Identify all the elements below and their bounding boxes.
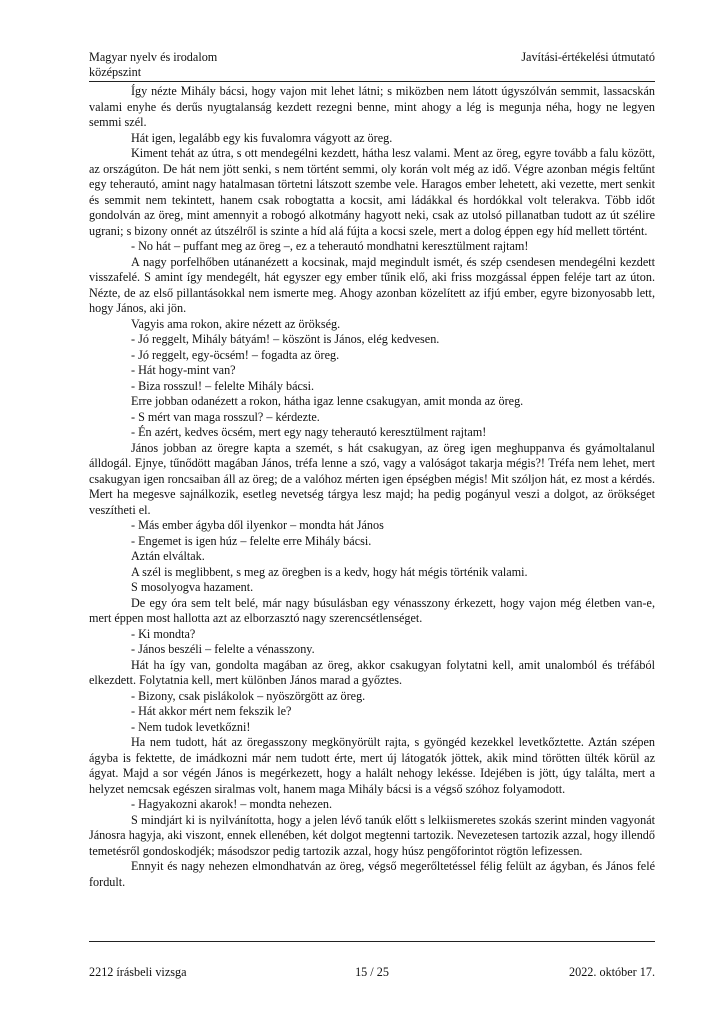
footer-divider <box>89 941 655 942</box>
paragraph: A nagy porfelhőben utánanézett a kocsinak, majd megindult ismét, és szép csendesen mendegélni kezdett visszafelé. S amint így mendegélt, hát egyszer egy ember tűnik elő, aki friss mozgással éppen feléje tart az úton. Nézte, de az első pillantásokkal nem ismerte meg. Ahogy azonban közelített az ifjú ember, egyre bizonyosabb lett, hogy János, aki jön. <box>89 254 655 315</box>
paragraph: Kiment tehát az útra, s ott mendegélni kezdett, hátha lesz valami. Ment az öreg, egyre tovább a falu között, az országúton. De hát nem jött senki, s nem történt semmi, oly korán volt még az idő. Végre azonban mégis feltűnt egy teherautó, amint nagy hatalmasan törtetni látszott szembe vele. Haragos ember lehetett, aki vezette, mert senkit és semmit nem tekintett, hanem csak robogtatta a kocsit, ami ládákkal és hordókkal volt telerakva. Több időt gondolván az öreg, mint amennyit a robogó alkotmány hagyott neki, csak az utolsó pillanatban tudott az út szélire ugrani; s bizony onnét az útszélről is szinte a híd alá fújta a kocsi szele, mert a dolog éppen egy híd mellett történt. <box>89 146 655 238</box>
header-doc-type: Javítási-értékelési útmutató <box>521 50 655 64</box>
paragraph: Hát igen, legalább egy kis fuvalomra vágyott az öreg. <box>131 130 393 145</box>
paragraph: - Engemet is igen húz – felelte erre Mihály bácsi. <box>131 533 372 548</box>
document-body <box>89 84 655 890</box>
paragraph: S mosolyogva hazament. <box>131 580 254 594</box>
paragraph: - Hát hogy-mint van? <box>131 363 236 377</box>
paragraph: Aztán elváltak. <box>131 549 205 563</box>
paragraph: Vagyis ama rokon, akire nézett az örökség. <box>131 316 341 331</box>
paragraph: - Más ember ágyba dől ilyenkor – mondta hát János <box>131 518 384 532</box>
paragraph: - No hát – puffant meg az öreg –, ez a teherautó mondhatni keresztülment rajtam! <box>131 239 529 253</box>
header-subject-line1: Magyar nyelv és irodalom <box>89 50 218 64</box>
header-subject-line2: középszint <box>89 65 142 79</box>
paragraph: János jobban az öregre kapta a szemét, s hát csakugyan, az öreg igen meghuppanva és gyámoltalanul álldogál. Ejnye, tűnődött magában János, tréfa lenne a szó, vagy a valóságot takarja mégis?! Tréfa nem lehet, mert csakugyan igen roncsaiban áll az öreg; de a valóhoz mérten igen épségben mégis! Mit szóljon hát, ez most a kérdés. Mert ha megesve sajnálkozik, esetleg nevetség tárgya lesz majd; ha pedig pogányul veszi a dolgot, az örökséget veszítheti el. <box>89 440 655 517</box>
paragraph: - Jó reggelt, Mihály bátyám! – köszönt is János, elég kedvesen. <box>131 332 440 346</box>
paragraph: Hát ha így van, gondolta magában az öreg, akkor csakugyan folytatni kell, amit unalomból és tréfából elkezdett. Folytatnia kell, mert különben János marad a győztes. <box>89 657 655 687</box>
paragraph: - Nem tudok levetkőzni! <box>131 719 251 734</box>
paragraph: - Bizony, csak pislákolok – nyöszörgött az öreg. <box>131 688 366 703</box>
paragraph: Erre jobban odanézett a rokon, hátha igaz lenne csakugyan, amit monda az öreg. <box>131 394 524 408</box>
paragraph: S mindjárt ki is nyilvánította, hogy a jelen lévő tanúk előtt s lelkiismeretes szokás szerint minden vagyonát Jánosra hagyja, aki viszont, ennek ellenében, két dolgot megtenni tartozik. Nevezetesen tartozik azzal, hogy illendő temetésről gondoskodjék; másodszor pedig tartozik azzal, hogy húsz pengőforintot rögtön lefizessen. <box>89 812 655 858</box>
footer-date: 2022. október 17. <box>569 965 655 979</box>
paragraph: Ennyit és nagy nehezen elmondhatván az öreg, végső megerőltetéssel félig felült az ágyban, és János felé fordult. <box>89 859 655 889</box>
paragraph: A szél is meglibbent, s meg az öregben is a kedv, hogy hát mégis történik valami. <box>131 564 528 579</box>
paragraph: Így nézte Mihály bácsi, hogy vajon mit lehet látni; s miközben nem látott úgyszólván semmit, lassacskán valami enyhe és derűs nyugtalanság kezdett rezegni benne, mint ahogy a lég is megunja néha, hogy ne legyen semmi szél. <box>89 84 655 129</box>
paragraph: De egy óra sem telt belé, már nagy búsulásban egy vénasszony érkezett, hogy vajon még életben van-e, mert éppen most hallotta azt az elborzasztó nagy szerencsétlenséget. <box>89 595 655 625</box>
paragraph: - János beszéli – felelte a vénasszony. <box>131 642 315 656</box>
header-subject <box>89 50 217 80</box>
header-divider <box>89 81 655 82</box>
paragraph: - Jó reggelt, egy-öcsém! – fogadta az öreg. <box>131 347 340 362</box>
footer-page-number: 15 / 25 <box>355 965 389 979</box>
paragraph: - Ki mondta? <box>131 626 196 641</box>
paragraph: - Hát akkor mért nem fekszik le? <box>131 704 292 718</box>
paragraph: - Biza rosszul! – felelte Mihály bácsi. <box>131 378 315 393</box>
footer-exam-code: 2212 írásbeli vizsga <box>89 965 187 979</box>
paragraph: Ha nem tudott, hát az öregasszony megkönyörült rajta, s gyöngéd kezekkel levetkőztette. Aztán szépen ágyba is fektette, de imádkozni már nem tudott érte, mert új látogatók jöttek, akik mind törötten ülték körül az ágyat. Majd a sor végén János is megérkezett, hogy a halált nehogy lekésse. Idejében is jött, úgy találta, mert a helyzet nemcsak egészen siralmas volt, hanem maga Mihály bácsi is a végső szóhoz folyamodott. <box>89 735 655 796</box>
paragraph: - S mért van maga rosszul? – kérdezte. <box>131 409 320 424</box>
paragraph: - Én azért, kedves öcsém, mert egy nagy teherautó keresztülment rajtam! <box>131 425 487 439</box>
paragraph: - Hagyakozni akarok! – mondta nehezen. <box>131 797 333 811</box>
